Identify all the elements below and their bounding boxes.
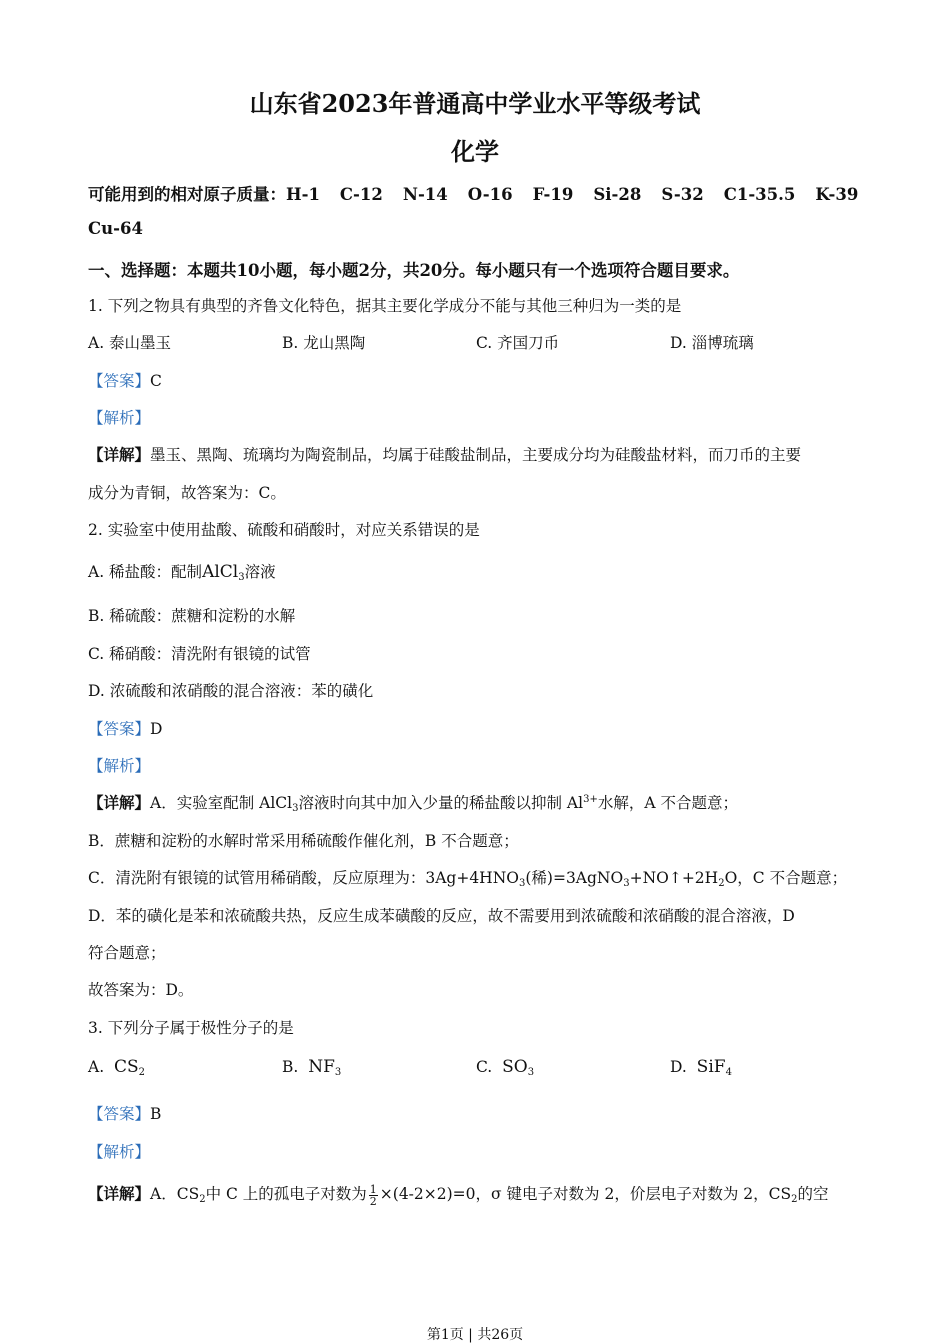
q3-option-c bbox=[476, 1057, 670, 1078]
q1-detail-line-2: 成分为青铜，故答案为：C。 bbox=[88, 484, 286, 502]
subscript: 2 bbox=[791, 1194, 798, 1205]
subject-title: 化学 bbox=[451, 137, 499, 166]
atomic-mass-item: F-19 bbox=[532, 185, 574, 204]
atomic-mass-item: C-12 bbox=[339, 185, 383, 204]
q1-answer bbox=[88, 369, 162, 391]
detail-text: +NO↑+2H bbox=[629, 869, 719, 887]
q3-detail-a bbox=[88, 1182, 828, 1207]
analysis-tag: 【解析】 bbox=[88, 757, 151, 775]
q2-detail-b: B．蔗糖和淀粉的水解时常采用稀硫酸作催化剂，B 不合题意； bbox=[88, 832, 519, 850]
q2-analysis bbox=[88, 754, 150, 776]
subscript: 3 bbox=[238, 572, 245, 583]
q1-option-b: B. 龙山黑陶 bbox=[282, 334, 366, 352]
q1-options bbox=[88, 331, 864, 353]
answer-tag: 【答案】 bbox=[88, 720, 151, 738]
answer-value: D bbox=[150, 720, 163, 738]
atomic-mass-last: Cu-64 bbox=[88, 219, 143, 238]
detail-text: ×(4-2×2)=0，σ 键电子对数为 2，价层电子对数为 2，CS bbox=[379, 1185, 792, 1203]
q2-detail-a bbox=[88, 791, 738, 814]
subscript: 3 bbox=[292, 803, 299, 814]
q3-stem: 3. 下列分子属于极性分子的是 bbox=[88, 1019, 294, 1037]
q2-option-b: B. 稀硫酸：蔗糖和淀粉的水解 bbox=[88, 607, 296, 625]
q2-option-c: C. 稀硝酸：清洗附有银镜的试管 bbox=[88, 645, 311, 663]
chem-formula: AlCl bbox=[202, 562, 239, 582]
subscript: 3 bbox=[623, 878, 630, 889]
q1-option-c: C. 齐国刀币 bbox=[476, 334, 560, 352]
subscript: 3 bbox=[527, 1067, 535, 1078]
detail-text: 中 C 上的孤电子对数为 bbox=[205, 1185, 367, 1203]
fraction-numerator: 1 bbox=[369, 1182, 377, 1196]
subscript: 3 bbox=[518, 878, 526, 889]
page-footer: 第1页 | 共26页 bbox=[426, 1327, 524, 1343]
fraction-denominator: 2 bbox=[369, 1194, 377, 1208]
option-label: A. bbox=[88, 1058, 105, 1076]
fraction bbox=[369, 1184, 378, 1207]
q3-option-d bbox=[670, 1057, 864, 1078]
q1-option-a: A. 泰山墨玉 bbox=[88, 334, 172, 352]
atomic-mass-item: C1-35.5 bbox=[723, 185, 796, 204]
detail-text: 水解，A 不合题意； bbox=[597, 794, 738, 812]
q3-options bbox=[88, 1057, 864, 1078]
q1-detail-line-1 bbox=[88, 443, 801, 465]
analysis-tag: 【解析】 bbox=[88, 409, 151, 427]
subscript: 3 bbox=[334, 1067, 342, 1078]
atomic-mass-item: K-39 bbox=[815, 185, 859, 204]
q2-detail-d-2: 符合题意； bbox=[88, 944, 166, 962]
q1-stem: 1. 下列之物具有典型的齐鲁文化特色，据其主要化学成分不能与其他三种归为一类的是 bbox=[88, 297, 682, 315]
q1-detail-text: 墨玉、黑陶、琉璃均为陶瓷制品，均属于硅酸盐制品，主要成分均为硅酸盐材料，而刀币的主要 bbox=[150, 446, 802, 464]
exam-title: 山东省2023年普通高中学业水平等级考试 bbox=[249, 89, 701, 118]
atomic-mass-item: O-16 bbox=[467, 185, 513, 204]
q3-option-b bbox=[282, 1057, 476, 1078]
detail-tag: 【详解】 bbox=[88, 793, 151, 812]
q2-stem: 2. 实验室中使用盐酸、硫酸和硝酸时，对应关系错误的是 bbox=[88, 521, 480, 539]
q3-option-a bbox=[88, 1057, 282, 1078]
q3-analysis bbox=[88, 1140, 150, 1162]
q2-option-a-text: A. 稀盐酸：配制 bbox=[88, 563, 203, 581]
option-label: D. bbox=[670, 1058, 687, 1076]
detail-text: 的空 bbox=[797, 1185, 829, 1203]
q2-detail-d-1: D．苯的磺化是苯和浓硫酸共热，反应生成苯磺酸的反应，故不需要用到浓硫酸和浓硝酸的混合溶液，D bbox=[88, 907, 795, 925]
detail-text: (稀)=3AgNO bbox=[525, 869, 624, 887]
q3-answer bbox=[88, 1102, 161, 1124]
answer-tag: 【答案】 bbox=[88, 372, 151, 390]
detail-tag: 【详解】 bbox=[88, 1184, 151, 1203]
answer-tag: 【答案】 bbox=[88, 1105, 151, 1123]
subscript: 2 bbox=[199, 1194, 206, 1205]
chem-formula: SO bbox=[502, 1057, 528, 1077]
atomic-mass-line bbox=[88, 181, 858, 205]
detail-tag: 【详解】 bbox=[88, 445, 151, 464]
detail-text: A．实验室配制 AlCl bbox=[150, 794, 293, 812]
subscript: 2 bbox=[718, 878, 725, 889]
chem-formula: SiF bbox=[696, 1057, 726, 1077]
answer-value: C bbox=[150, 372, 162, 390]
q2-option-d: D. 浓硫酸和浓硝酸的混合溶液：苯的磺化 bbox=[88, 682, 374, 700]
answer-value: B bbox=[150, 1105, 162, 1123]
chem-formula: NF bbox=[308, 1057, 335, 1077]
option-label: C. bbox=[476, 1058, 493, 1076]
analysis-tag: 【解析】 bbox=[88, 1143, 151, 1161]
q2-option-a-suffix: 溶液 bbox=[244, 563, 276, 581]
option-label: B. bbox=[282, 1058, 299, 1076]
detail-text: A．CS bbox=[150, 1185, 200, 1203]
detail-text: 溶液时向其中加入少量的稀盐酸以抑制 Al bbox=[298, 794, 584, 812]
superscript: 3+ bbox=[583, 794, 598, 805]
atomic-mass-item: H-1 bbox=[286, 185, 320, 204]
subscript: 4 bbox=[725, 1067, 732, 1078]
q2-conclusion: 故答案为：D。 bbox=[88, 981, 194, 999]
q2-option-a bbox=[88, 560, 276, 583]
atomic-mass-item: S-32 bbox=[661, 185, 704, 204]
detail-text: O，C 不合题意； bbox=[724, 869, 848, 887]
q1-option-d: D. 淄博琉璃 bbox=[670, 334, 754, 352]
atomic-mass-label: 可能用到的相对原子质量： bbox=[88, 185, 286, 204]
detail-text: C．清洗附有银镜的试管用稀硝酸，反应原理为：3Ag+4HNO bbox=[88, 869, 519, 887]
q2-answer bbox=[88, 717, 162, 739]
atomic-mass-item: Si-28 bbox=[593, 185, 642, 204]
section-heading: 一、选择题：本题共10小题，每小题2分，共20分。每小题只有一个选项符合题目要求。 bbox=[88, 261, 740, 280]
subscript: 2 bbox=[138, 1067, 146, 1078]
q1-analysis bbox=[88, 406, 150, 428]
q2-detail-c bbox=[88, 866, 847, 889]
chem-formula: CS bbox=[113, 1057, 139, 1077]
atomic-mass-item: N-14 bbox=[402, 185, 448, 204]
